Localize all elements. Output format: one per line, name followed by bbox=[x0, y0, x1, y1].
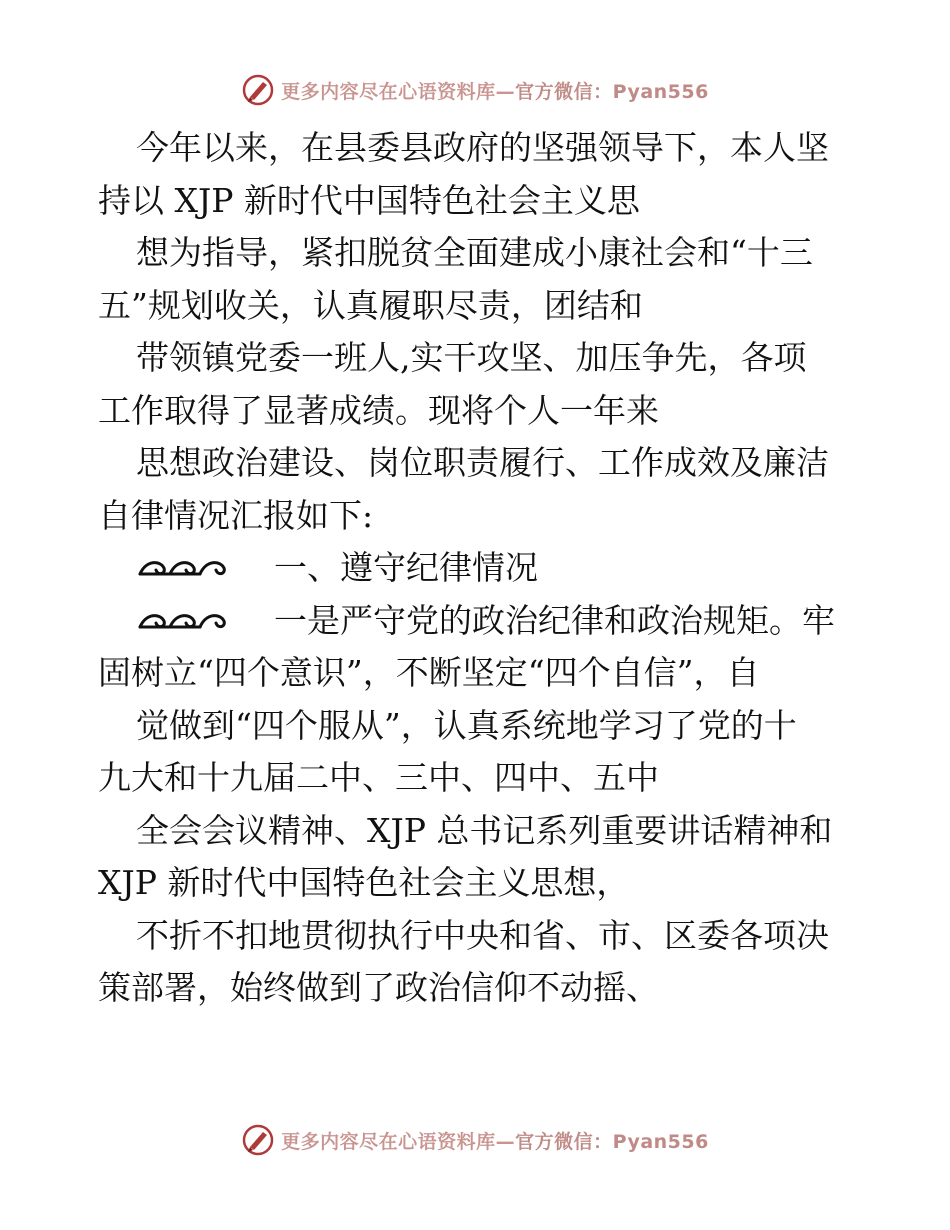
paragraph-line: 思想政治建设、岗位职责履行、工作成效及廉洁 bbox=[136, 443, 829, 482]
banner-main-text: 更多内容尽在心语资料库 bbox=[281, 80, 496, 103]
paragraph-line-ornamented bbox=[98, 595, 858, 648]
paragraph-line: 全会会议精神、XJP 总书记系列重要讲话精神和 bbox=[136, 810, 833, 850]
paragraph-line-text: 一是严守党的政治纪律和政治规矩。牢 bbox=[274, 600, 835, 640]
section-heading-text: 一、遵守纪律情况 bbox=[274, 548, 538, 587]
header-watermark bbox=[0, 70, 950, 110]
banner-separator: — bbox=[495, 80, 516, 103]
paragraph-line: 想为指导，紧扣脱贫全面建成小康社会和“十三 bbox=[136, 233, 813, 272]
paragraph-line: 今年以来，在县委县政府的坚强领导下，本人坚 bbox=[136, 128, 829, 167]
document-body bbox=[98, 122, 858, 1015]
pen-logo-icon bbox=[241, 1123, 275, 1157]
ornament-icon bbox=[136, 552, 256, 582]
paragraph-line: 不折不扣地贯彻执行中央和省、市、区委各项决 bbox=[136, 915, 829, 955]
ornament-icon bbox=[136, 605, 256, 635]
banner-sub-text: 官方微信：Pyan556 bbox=[515, 80, 709, 103]
paragraph-line: 带领镇党委一班人,实干攻坚、加压争先，各项 bbox=[136, 338, 807, 377]
paragraph-line: 持以 XJP 新时代中国特色社会主义思 bbox=[98, 180, 640, 220]
banner-separator: — bbox=[495, 1130, 516, 1153]
paragraph-line: 固树立“四个意识”，不断坚定“四个自信”，自 bbox=[98, 653, 760, 692]
pen-logo-icon bbox=[241, 73, 275, 107]
paragraph-line: 觉做到“四个服从”，认真系统地学习了党的十 bbox=[136, 705, 797, 745]
paragraph-line: 九大和十九届二中、三中、四中、五中 bbox=[98, 758, 659, 797]
paragraph-line: 五”规划收关，认真履职尽责，团结和 bbox=[98, 285, 643, 325]
paragraph-line: XJP 新时代中国特色社会主义思想， bbox=[98, 863, 630, 902]
banner-sub-text: 官方微信：Pyan556 bbox=[515, 1130, 709, 1153]
section-heading bbox=[98, 542, 858, 595]
paragraph-line: 工作取得了显著成绩。现将个人一年来 bbox=[98, 390, 659, 430]
paragraph-line: 策部署，始终做到了政治信仰不动摇、 bbox=[98, 968, 659, 1007]
banner-main-text: 更多内容尽在心语资料库 bbox=[281, 1130, 496, 1153]
footer-watermark bbox=[0, 1120, 950, 1160]
paragraph-line: 自律情况汇报如下: bbox=[98, 495, 374, 535]
